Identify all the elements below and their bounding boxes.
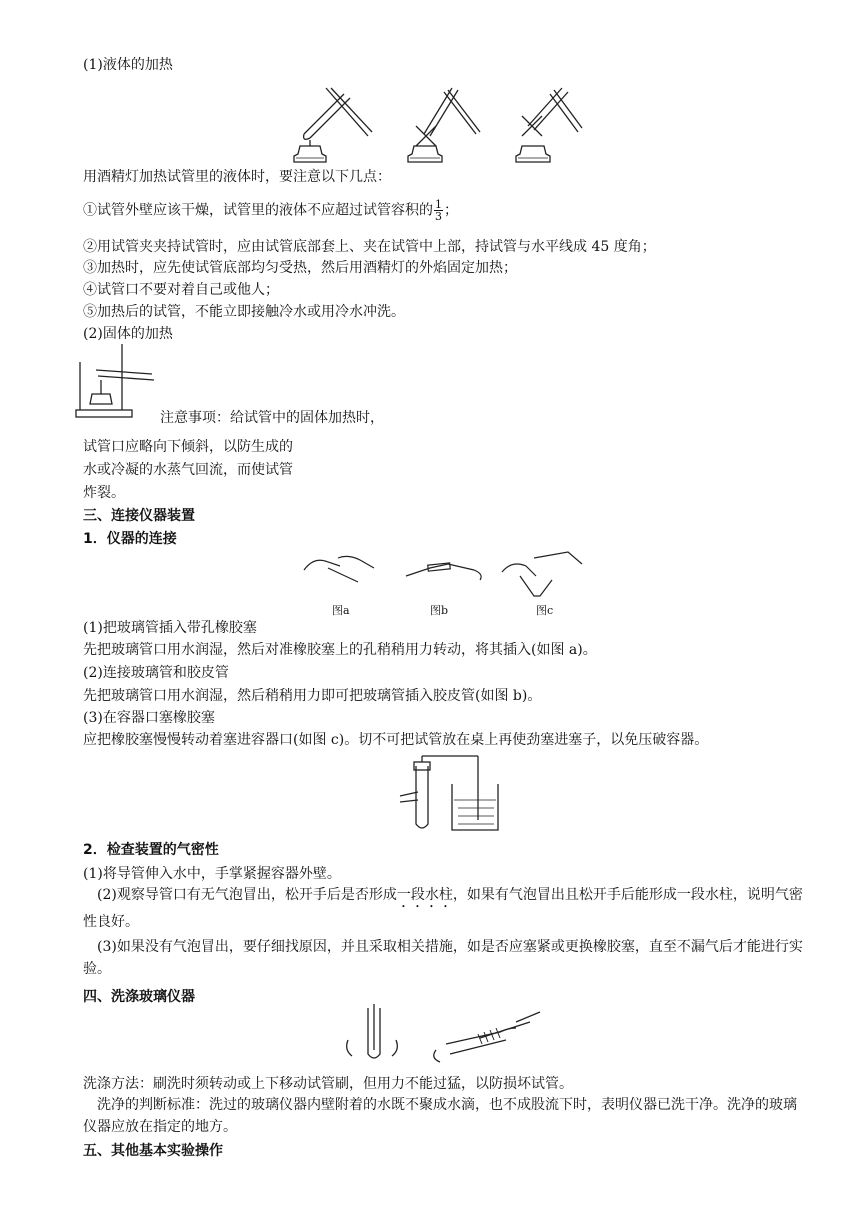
section-3-title: 三、连接仪器装置 xyxy=(83,508,195,524)
connection-b-text: 先把玻璃管口用水润湿，然后稍稍用力即可把玻璃管插入胶皮管(如图 b)。 xyxy=(83,688,542,704)
solid-heating-figure xyxy=(76,344,158,420)
connection-a-title: (1)把玻璃管插入带孔橡胶塞 xyxy=(83,620,257,636)
instrument-connection-figure xyxy=(298,546,584,600)
airtightness-step-2-text-a: (2)观察导管口有无气泡冒出，松开手后是否形成 xyxy=(97,887,397,903)
liquid-heating-heading: (1)液体的加热 xyxy=(83,57,173,73)
connection-b-title: (2)连接玻璃管和胶皮管 xyxy=(83,665,229,681)
caption-figure-a: 图a xyxy=(332,604,350,617)
solid-note-line-4: 炸裂。 xyxy=(83,485,125,501)
liquid-point-5: ⑤加热后的试管，不能立即接触冷水或用冷水冲洗。 xyxy=(83,304,405,320)
liquid-point-1-end: ； xyxy=(444,202,458,219)
solid-heating-heading: (2)固体的加热 xyxy=(83,326,173,342)
airtightness-step-2 xyxy=(83,884,803,933)
caption-figure-c: 图c xyxy=(536,604,554,617)
connection-a-text: 先把玻璃管口用水润湿，然后对准橡胶塞上的孔稍稍用力转动，将其插入(如图 a)。 xyxy=(83,642,597,658)
washing-method: 洗涤方法：刷洗时须转动或上下移动试管刷，但用力不能过猛，以防损坏试管。 xyxy=(83,1076,573,1092)
airtightness-step-3: (3)如果没有气泡冒出，要仔细找原因，并且采取相关措施，如是否应塞紧或更换橡胶塞，直至不漏气后才能进行实验。 xyxy=(83,939,803,977)
fraction-one-third xyxy=(434,199,443,222)
section-4-title: 四、洗涤玻璃仪器 xyxy=(83,989,195,1005)
liquid-heating-figure xyxy=(296,76,586,166)
liquid-point-3: ③加热时，应先使试管底部均匀受热，然后用酒精灯的外焰固定加热； xyxy=(83,260,517,276)
liquid-point-2: ②用试管夹夹持试管时，应由试管底部套上、夹在试管中上部，持试管与水平线成 45 度角； xyxy=(83,239,656,255)
solid-note-line-2: 试管口应略向下倾斜，以防生成的 xyxy=(83,439,293,455)
liquid-heating-intro: 用酒精灯加热试管里的液体时，要注意以下几点： xyxy=(83,169,391,185)
airtightness-step-2-text-b: ，如果有气泡冒出且松开手后能形成一段水柱，说明气密性良好。 xyxy=(83,887,803,930)
washing-standard: 洗净的判断标准：洗过的玻璃仪器内壁附着的水既不聚成水滴，也不成股流下时，表明仪器已洗干净。洗净的玻璃仪器应放在指定的地方。 xyxy=(83,1097,797,1135)
section-5-title: 五、其他基本实验操作 xyxy=(83,1143,223,1159)
section-3-1-title: 1．仪器的连接 xyxy=(83,531,177,547)
liquid-point-4: ④试管口不要对着自己或他人； xyxy=(83,282,279,298)
liquid-point-1 xyxy=(83,199,458,222)
fraction-numerator: 1 xyxy=(435,198,442,211)
fraction-denominator: 3 xyxy=(435,210,442,223)
airtightness-check-figure xyxy=(398,756,504,836)
liquid-point-1-text: ①试管外壁应该干燥，试管里的液体不应超过试管容积的 xyxy=(83,202,433,219)
airtightness-step-1: (1)将导管伸入水中，手掌紧握容器外壁。 xyxy=(83,866,341,882)
washing-figure xyxy=(340,1004,546,1068)
connection-c-text: 应把橡胶塞慢慢转动着塞进容器口(如图 c)。切不可把试管放在桌上再使劲塞进塞子，以免压破容器。 xyxy=(83,732,709,748)
solid-note-line-3: 水或冷凝的水蒸气回流，而使试管 xyxy=(83,462,293,478)
caption-figure-b: 图b xyxy=(430,604,449,617)
connection-c-title: (3)在容器口塞橡胶塞 xyxy=(83,710,215,726)
emphasis-water-column: 一段水柱 xyxy=(396,887,453,903)
section-3-2-title: 2．检查装置的气密性 xyxy=(83,842,219,858)
solid-note-line-1: 注意事项：给试管中的固体加热时， xyxy=(160,410,384,426)
